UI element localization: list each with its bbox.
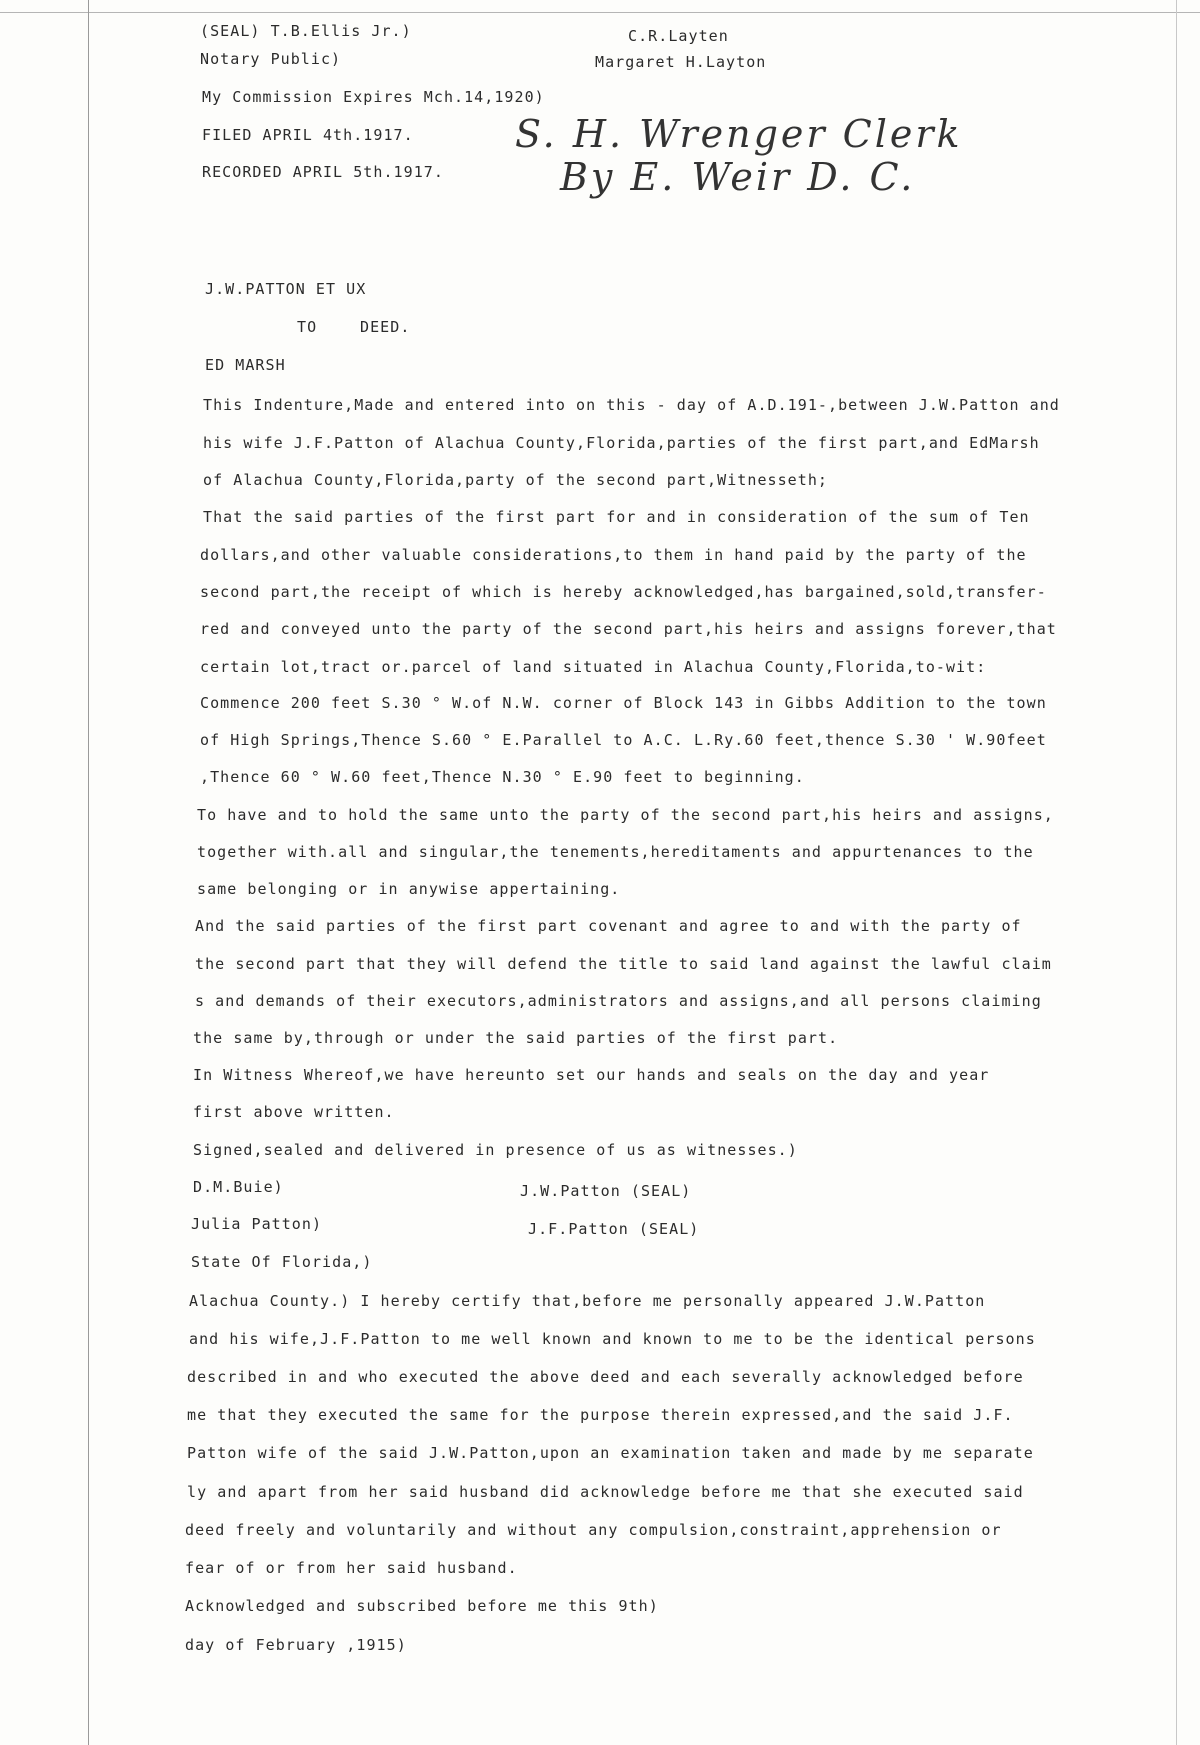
- body-line: To have and to hold the same unto the party of the second part,his heirs and assigns,: [197, 806, 1054, 824]
- ack-line: Acknowledged and subscribed before me this 9th): [185, 1597, 659, 1615]
- body-line: Commence 200 feet S.30 ° W.of N.W. corner of Block 143 in Gibbs Addition to the town: [200, 694, 1047, 712]
- body-line: And the said parties of the first part covenant and agree to and with the party of: [195, 917, 1022, 935]
- body-line: second part,the receipt of which is hereby acknowledged,has bargained,sold,transfer-: [200, 583, 1047, 601]
- right-border: [1176, 0, 1177, 1745]
- body-line: his wife J.F.Patton of Alachua County,Florida,parties of the first part,and EdMarsh: [203, 434, 1040, 452]
- body-line: the second part that they will defend the title to said land against the lawful claim: [195, 955, 1052, 973]
- body-line: In Witness Whereof,we have hereunto set our hands and seals on the day and year: [193, 1066, 990, 1084]
- body-line: dollars,and other valuable considerations,to them in hand paid by the party of the: [200, 546, 1027, 564]
- signer-2: Margaret H.Layton: [595, 53, 767, 71]
- ack-line: described in and who executed the above deed and each severally acknowledged before: [187, 1368, 1024, 1386]
- ack-line: ly and apart from her said husband did acknowledge before me that she executed said: [187, 1483, 1024, 1501]
- body-line: ,Thence 60 ° W.60 feet,Thence N.30 ° E.90 feet to beginning.: [200, 768, 805, 786]
- signature-2: J.F.Patton (SEAL): [528, 1220, 700, 1238]
- body-line: This Indenture,Made and entered into on this - day of A.D.191-,between J.W.Patton and: [203, 396, 1060, 414]
- ack-line: and his wife,J.F.Patton to me well known and known to me to be the identical persons: [189, 1330, 1036, 1348]
- witness-1: D.M.Buie): [193, 1178, 284, 1196]
- signer-1: C.R.Layten: [628, 27, 729, 45]
- to-label: TO: [297, 318, 318, 336]
- ack-line: Alachua County.) I hereby certify that,before me personally appeared J.W.Patton: [189, 1292, 986, 1310]
- body-line: same belonging or in anywise appertaining.: [197, 880, 621, 898]
- body-line: certain lot,tract or.parcel of land situated in Alachua County,Florida,to-wit:: [200, 658, 987, 676]
- ack-line: day of February ,1915): [185, 1636, 407, 1654]
- ack-line: deed freely and voluntarily and without any compulsion,constraint,apprehension or: [185, 1521, 1002, 1539]
- top-border: [0, 12, 1200, 13]
- body-line: the same by,through or under the said parties of the first part.: [193, 1029, 839, 1047]
- deputy-signature: By E. Weir D. C.: [560, 155, 916, 199]
- signature-1: J.W.Patton (SEAL): [520, 1182, 692, 1200]
- body-line: Signed,sealed and delivered in presence of us as witnesses.): [193, 1141, 798, 1159]
- left-margin-rule: [88, 0, 89, 1745]
- ack-line: State Of Florida,): [191, 1253, 373, 1271]
- body-line: s and demands of their executors,administrators and assigns,and all persons claiming: [195, 992, 1042, 1010]
- body-line: red and conveyed unto the party of the second part,his heirs and assigns forever,that: [200, 620, 1057, 638]
- seal-line: (SEAL) T.B.Ellis Jr.): [200, 22, 412, 40]
- body-line: first above written.: [193, 1103, 395, 1121]
- body-line: That the said parties of the first part for and in consideration of the sum of Ten: [203, 508, 1030, 526]
- notary-line: Notary Public): [200, 50, 342, 68]
- witness-2: Julia Patton): [191, 1215, 323, 1233]
- ack-line: fear of or from her said husband.: [185, 1559, 518, 1577]
- body-line: of Alachua County,Florida,party of the second part,Witnesseth;: [203, 471, 829, 489]
- recorded-line: RECORDED APRIL 5th.1917.: [202, 163, 444, 181]
- commission-line: My Commission Expires Mch.14,1920): [202, 88, 545, 106]
- deed-type: DEED.: [360, 318, 411, 336]
- body-line: of High Springs,Thence S.60 ° E.Parallel to A.C. L.Ry.60 feet,thence S.30 ' W.90feet: [200, 731, 1047, 749]
- body-line: together with.all and singular,the tenements,hereditaments and appurtenances to the: [197, 843, 1034, 861]
- grantor: J.W.PATTON ET UX: [205, 280, 367, 298]
- grantee: ED MARSH: [205, 356, 286, 374]
- filed-line: FILED APRIL 4th.1917.: [202, 126, 414, 144]
- ack-line: Patton wife of the said J.W.Patton,upon an examination taken and made by me separate: [187, 1444, 1034, 1462]
- ack-line: me that they executed the same for the purpose therein expressed,and the said J.F.: [187, 1406, 1014, 1424]
- clerk-signature: S. H. Wrenger Clerk: [515, 112, 963, 156]
